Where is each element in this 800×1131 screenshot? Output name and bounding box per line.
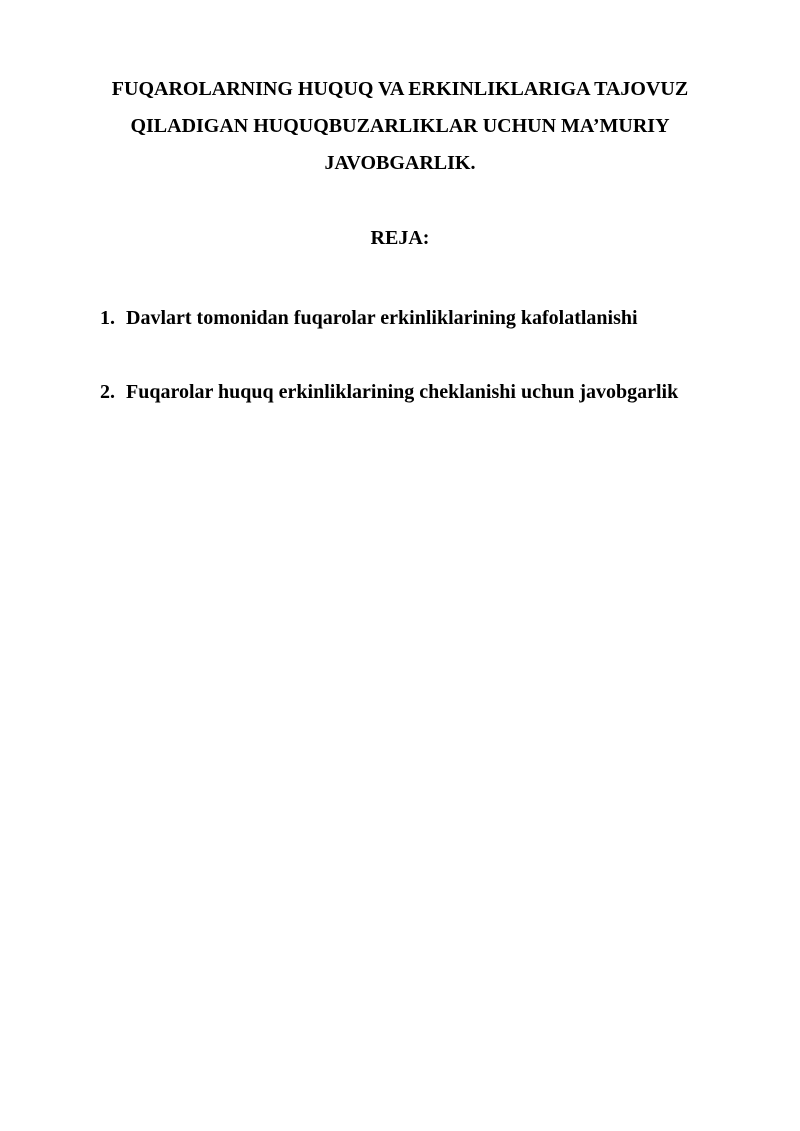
plan-item-text: Fuqarolar huquq erkinliklarining cheklanishi uchun javobgarlik <box>126 381 679 403</box>
plan-item-2 <box>100 377 678 407</box>
title-line-1: FUQAROLARNING HUQUQ VA ERKINLIKLARIGA TAJOVUZ <box>111 78 689 100</box>
plan-item-1 <box>100 303 638 333</box>
document-title <box>60 71 740 182</box>
plan-item-text: Davlart tomonidan fuqarolar erkinliklarining kafolatlanishi <box>126 307 638 329</box>
plan-heading: REJA: <box>370 227 430 249</box>
plan-item-number: 2. <box>100 381 115 403</box>
title-line-2: QILADIGAN HUQUQBUZARLIKLAR UCHUN MA’MURIY <box>130 115 670 137</box>
plan-item-number: 1. <box>100 307 115 329</box>
title-line-3: JAVOBGARLIK. <box>324 152 476 174</box>
